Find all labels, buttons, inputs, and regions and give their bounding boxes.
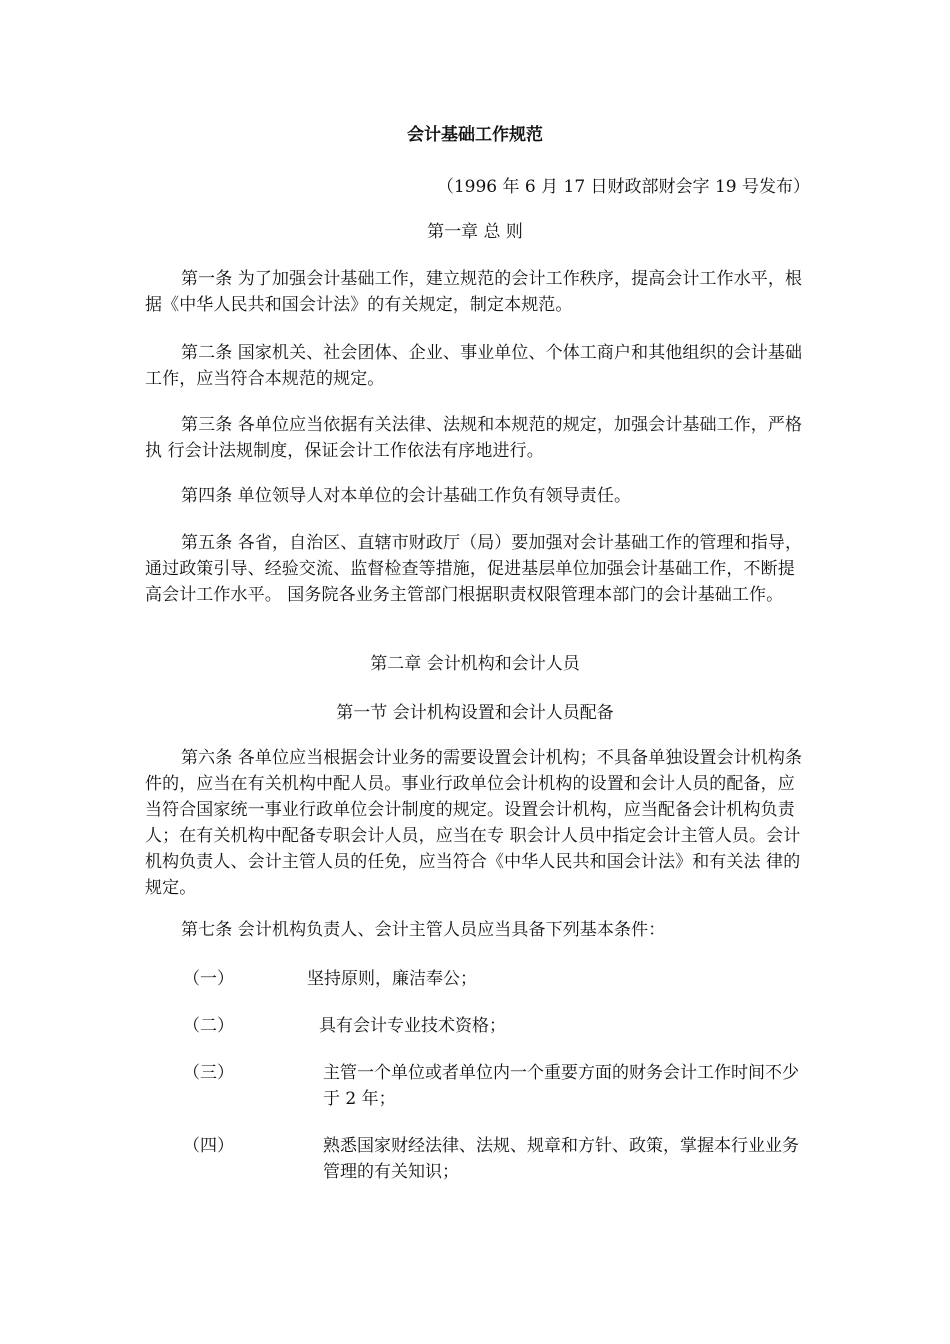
list-item-text: 坚持原则，廉洁奉公； — [307, 969, 477, 989]
article-4: 第四条 单位领导人对本单位的会计基础工作负有领导责任。 — [181, 486, 632, 506]
list-item-text: 主管一个单位或者单位内一个重要方面的财务会计工作时间不少于 2 年； — [323, 1063, 799, 1109]
article-5: 第五条 各省，自治区、直辖市财政厅（局）要加强对会计基础工作的管理和指导，通过政策引导、经验交流、监督检查等措施，促进基层单位加强会计基础工作，不断提高会计工作水平。 国务院各业务主管部门根据职责权限管理本部门的会计基础工作。 — [145, 533, 803, 605]
list-item-number: （三） — [183, 1063, 234, 1083]
list-item — [183, 1013, 810, 1039]
list-item — [183, 966, 810, 992]
document-title: 会计基础工作规范 — [407, 125, 543, 145]
chapter-1-heading: 第一章 总 则 — [427, 222, 523, 242]
section-1-heading: 第一节 会计机构设置和会计人员配备 — [336, 703, 614, 723]
list-item-number: （二） — [183, 1016, 234, 1036]
article-1: 第一条 为了加强会计基础工作，建立规范的会计工作秩序，提高会计工作水平，根据《中华人民共和国会计法》的有关规定，制定本规范。 — [145, 269, 803, 315]
list-item — [183, 1060, 810, 1112]
document-subtitle: （1996 年 6 月 17 日财政部财会字 19 号发布） — [436, 177, 810, 197]
article-7: 第七条 会计机构负责人、会计主管人员应当具备下列基本条件： — [181, 920, 666, 940]
list-item-number: （一） — [183, 969, 234, 989]
list-item-text: 熟悉国家财经法律、法规、规章和方针、政策，掌握本行业业务管理的有关知识； — [323, 1136, 799, 1182]
article-2: 第二条 国家机关、社会团体、企业、事业单位、个体工商户和其他组织的会计基础工作，应当符合本规范的规定。 — [145, 343, 803, 389]
list-item-number: （四） — [183, 1136, 234, 1156]
chapter-2-heading: 第二章 会计机构和会计人员 — [370, 654, 580, 674]
article-3: 第三条 各单位应当依据有关法律、法规和本规范的规定，加强会计基础工作，严格执 行会计法规制度，保证会计工作依法有序地进行。 — [145, 415, 803, 461]
list-item-text: 具有会计专业技术资格； — [319, 1016, 506, 1036]
article-6: 第六条 各单位应当根据会计业务的需要设置会计机构；不具备单独设置会计机构条件的，应当在有关机构中配人员。事业行政单位会计机构的设置和会计人员的配备，应当符合国家统一事业行政单位会计制度的规定。设置会计机构，应当配备会计机构负责人；在有关机构中配备专职会计人员，应当在专 职会计人员中指定会计主管人员。会计机构负责人、会计主管人员的任免，应当符合《中华人民共和国会计法》和有关法 律的规定。 — [145, 748, 803, 898]
list-item — [183, 1133, 810, 1185]
